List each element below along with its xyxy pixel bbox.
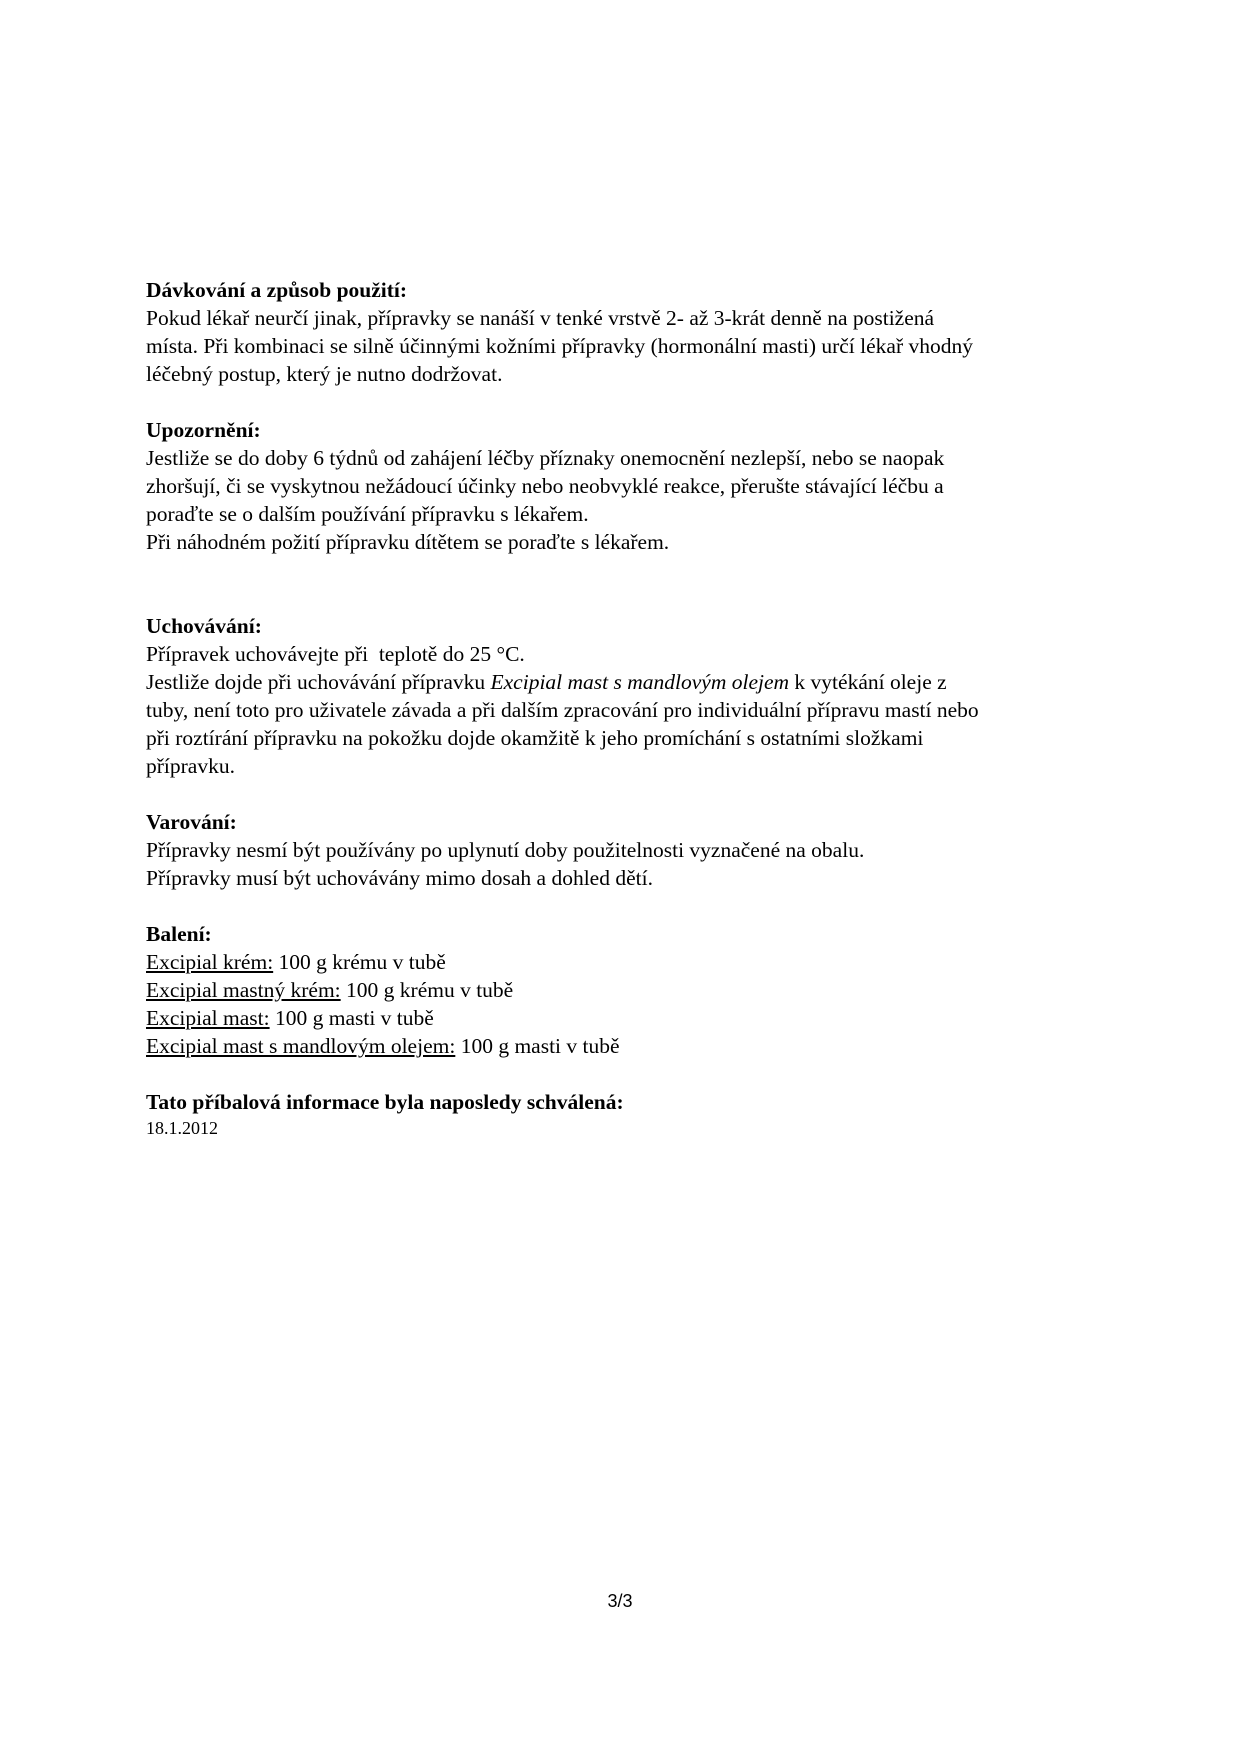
text-run: Jestliže dojde při uchovávání přípravku (146, 670, 491, 694)
section-heading-packaging: Balení: (146, 922, 212, 946)
section-packaging (146, 920, 1106, 1060)
packaging-item-desc: 100 g masti v tubě (269, 1006, 434, 1030)
paragraph-line: poraďte se o dalším používání přípravku s lékařem. (146, 502, 589, 526)
section-storage (146, 612, 1106, 780)
paragraph-line: Přípravky musí být uchovávány mimo dosah a dohled dětí. (146, 866, 653, 890)
section-heading-storage: Uchovávání: (146, 614, 262, 638)
document-body (146, 276, 1106, 1140)
packaging-item (146, 976, 1106, 1004)
section-warning-note (146, 416, 1106, 556)
section-heading-warning-note: Upozornění: (146, 418, 261, 442)
paragraph-line: při roztírání přípravku na pokožku dojde okamžitě k jeho promíchání s ostatními složkami (146, 726, 924, 750)
section-dosage (146, 276, 1106, 388)
paragraph-line (146, 668, 1106, 696)
packaging-item-name: Excipial krém: (146, 950, 274, 974)
paragraph-line: Přípravek uchovávejte při teplotě do 25 °C. (146, 642, 525, 666)
packaging-item-desc: 100 g krému v tubě (340, 978, 514, 1002)
packaging-item-name: Excipial mastný krém: (146, 978, 341, 1002)
paragraph-line: zhoršují, či se vyskytnou nežádoucí účinky nebo neobvyklé reakce, přerušte stávající léčbu a (146, 474, 944, 498)
packaging-item-name: Excipial mast s mandlovým olejem: (146, 1034, 456, 1058)
section-approval (146, 1088, 1106, 1140)
paragraph-line: tuby, není toto pro uživatele závada a při dalším zpracování pro individuální přípravu mastí nebo (146, 698, 979, 722)
page-number: 3/3 (607, 1591, 633, 1611)
packaging-item-desc: 100 g masti v tubě (455, 1034, 620, 1058)
section-heading-caution: Varování: (146, 810, 237, 834)
paragraph-line: přípravku. (146, 754, 235, 778)
paragraph-line: Jestliže se do doby 6 týdnů od zahájení léčby příznaky onemocnění nezlepší, nebo se naopak (146, 446, 945, 470)
paragraph-line: Přípravky nesmí být používány po uplynutí doby použitelnosti vyznačené na obalu. (146, 838, 865, 862)
section-heading-dosage: Dávkování a způsob použití: (146, 278, 408, 302)
paragraph-line: léčebný postup, který je nutno dodržovat. (146, 362, 503, 386)
packaging-item (146, 1004, 1106, 1032)
packaging-item-desc: 100 g krému v tubě (273, 950, 446, 974)
section-caution (146, 808, 1106, 892)
product-name-italic: Excipial mast s mandlovým olejem (490, 670, 790, 694)
packaging-item (146, 948, 1106, 976)
section-heading-approval: Tato příbalová informace byla naposledy schválená: (146, 1090, 624, 1114)
packaging-item (146, 1032, 1106, 1060)
paragraph-line: Pokud lékař neurčí jinak, přípravky se nanáší v tenké vrstvě 2- až 3-krát denně na postižená (146, 306, 935, 330)
paragraph-line: Při náhodném požití přípravku dítětem se poraďte s lékařem. (146, 530, 670, 554)
text-run: k vytékání oleje z (789, 670, 947, 694)
paragraph-line: místa. Při kombinaci se silně účinnými kožními přípravky (hormonální masti) určí lékař vhodný (146, 334, 973, 358)
approval-date: 18.1.2012 (146, 1118, 218, 1138)
packaging-item-name: Excipial mast: (146, 1006, 270, 1030)
